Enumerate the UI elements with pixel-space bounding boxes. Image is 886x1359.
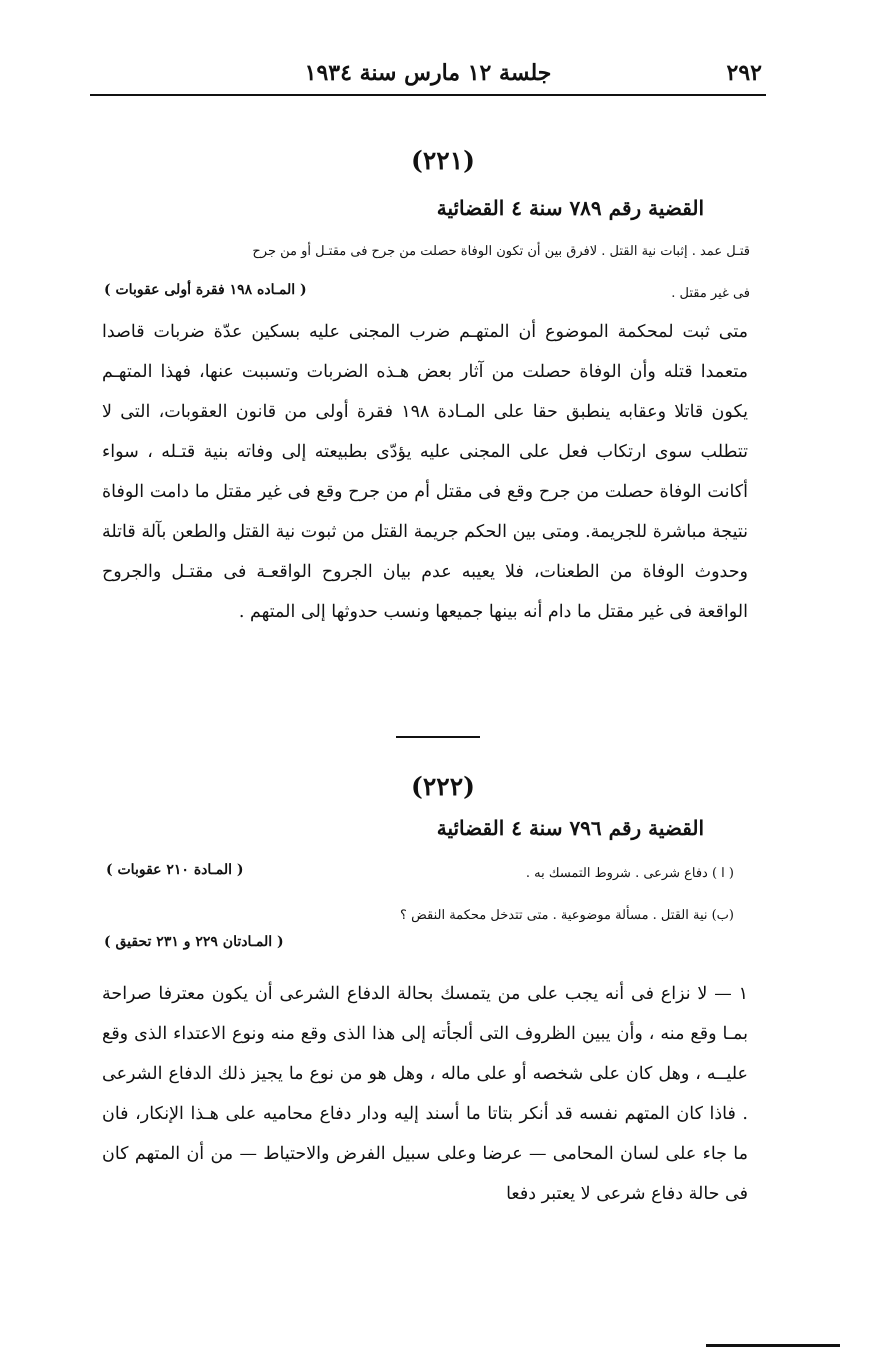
case-reference-221: القضية رقم ٧٨٩ سنة ٤ القضائية [436,196,704,220]
headnote-222-a: ( ا ) دفاع شرعى . شروط التمسك به . [525,866,734,881]
running-header [90,58,766,96]
case-reference-222: القضية رقم ٧٩٦ سنة ٤ القضائية [436,816,704,840]
case-number-221: (٢٢١) [411,146,475,175]
headnote-221-line-2: فى غير مقتل . [671,286,750,301]
statute-reference-221: ( المـاده ١٩٨ فقرة أولى عقوبات ) [104,282,307,298]
page-number: ٢٩٢ [726,60,762,86]
ruling-paragraph: ١ — لا نزاع فى أنه يجب على من يتمسك بحالة الدفاع الشرعى أن يكون معترفا صراحة بمـا وقع منه ، وأن يبين الظروف التى ألجأته إلى هذا الذى وقع منه ونوع الاعتداء الذى وقع عليــه ، وهل كان على شخصه أو على ماله ، وهل هو من نوع ما يجيز ذلك الدفاع الشرعى . فاذا كان المتهم نفسه قد أنكر بتاتا ما أسند إليه ودار دفاع محاميه على هـذا الإنكار، فان ما جاء على لسان المحامى — عرضا وعلى سبيل الفرض والاحتياط — من أن المتهم كان فى حالة دفاع شرعى لا يعتبر دفعا [102,984,748,1204]
headnote-222-b: (ب) نية القتل . مسألة موضوعية . متى تتدخل محكمة النقض ؟ [400,908,734,923]
case-221-ruling [102,312,748,632]
session-title: جلسة ١٢ مارس سنة ١٩٣٤ [304,60,552,86]
case-separator [396,736,480,738]
ruling-paragraph: متى ثبت لمحكمة الموضوع أن المتهـم ضرب المجنى عليه بسكين عدّة ضربات قاصدا متعمدا قتله وأن الوفاة حصلت من آثار بعض هـذه الضربات وتسببت عنها، فهذا المتهـم يكون قاتلا وعقابه ينطبق حقا على المـادة ١٩٨ فقرة أولى من قانون العقوبات، التى لا تتطلب سوى ارتكاب فعل على المجنى عليه يؤدّى بطبيعته إلى وفاته بنية قتـله ، سواء أكانت الوفاة حصلت من جرح وقع فى مقتل أم من جرح وقع فى غير مقتل ما دامت الوفاة نتيجة مباشرة للجريمة. ومتى بين الحكم جريمة القتل من ثبوت نية القتل والطعن بآلة قاتلة وحدوث الوفاة من الطعنات، فلا يعيبه عدم بيان الجروح الواقعـة فى مقتـل والجروح الواقعة فى غير مقتل ما دام أنه بينها جميعها ونسب حدوثها إلى المتهم . [102,322,748,622]
footer-rule [706,1344,840,1347]
case-number-222: (٢٢٢) [411,772,475,801]
case-222-ruling [102,974,748,1214]
statute-reference-222-a: ( المـادة ٢١٠ عقوبات ) [106,862,244,878]
headnote-221-line-1: قتـل عمد . إثبات نية القتل . لافرق بين أن تكون الوفاة حصلت من جرح فى مقتـل أو من جرح [252,244,750,259]
statute-reference-222-b: ( المـادتان ٢٢٩ و ٢٣١ تحقيق ) [104,934,284,950]
